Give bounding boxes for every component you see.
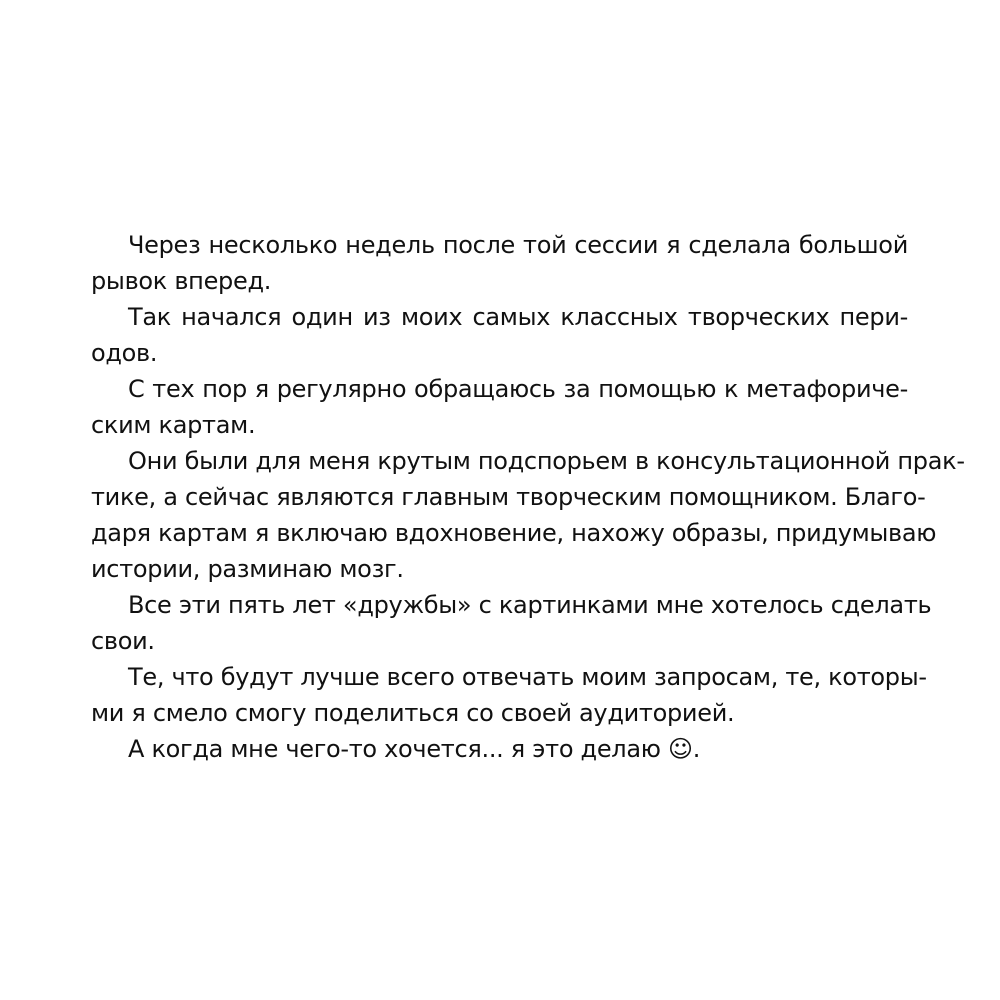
text-line-4: одов. xyxy=(91,339,158,367)
text-line-8: тике, а сейчас являются главным творческим помощником. Благо- xyxy=(91,483,926,511)
text-line-7: Они были для меня крутым подспорьем в консультационной прак- xyxy=(128,447,965,475)
text-line-9: даря картам я включаю вдохновение, нахожу образы, придумываю xyxy=(91,519,937,547)
text-line-5: С тех пор я регулярно обращаюсь за помощью к метафориче- xyxy=(128,375,908,403)
text-line-3: Так начался один из моих самых классных творческих пери- xyxy=(128,303,908,331)
text-line-10: истории, разминаю мозг. xyxy=(91,555,404,583)
text-line-11: Все эти пять лет «дружбы» с картинками мне хотелось сделать xyxy=(128,591,932,619)
text-line-6: ским картам. xyxy=(91,411,256,439)
text-line-1: Через несколько недель после той сессии я сделала большой xyxy=(128,231,908,259)
text-line-13: Те, что будут лучше всего отвечать моим запросам, те, которы- xyxy=(128,663,927,691)
text-line-12: свои. xyxy=(91,627,155,655)
text-line-2: рывок вперед. xyxy=(91,267,272,295)
text-line-15: А когда мне чего-то хочется... я это делаю ☺. xyxy=(128,735,701,763)
text-line-14: ми я смело смогу поделиться со своей аудиторией. xyxy=(91,699,735,727)
